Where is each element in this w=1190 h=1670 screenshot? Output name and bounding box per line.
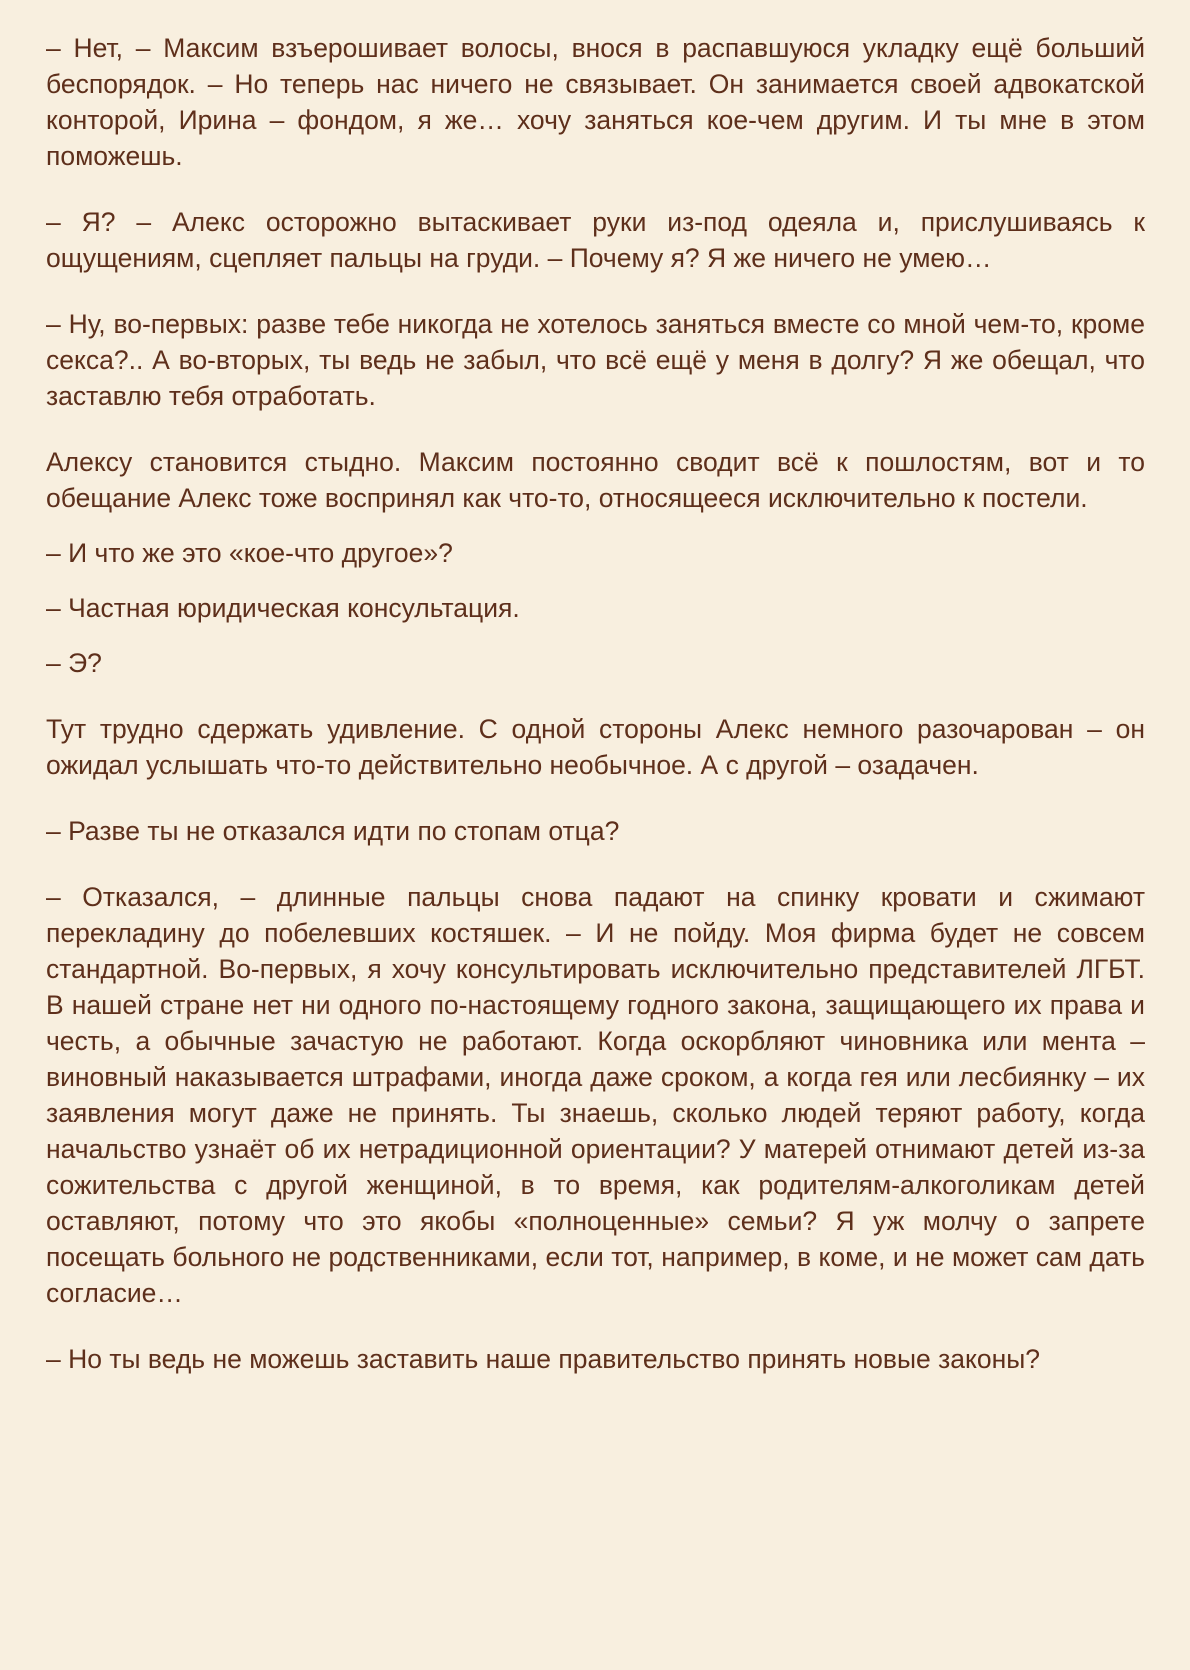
- paragraph-6: – Частная юридическая консультация.: [46, 593, 520, 623]
- paragraph-3: – Ну, во-первых: разве тебе никогда не хотелось заняться вместе со мной чем-то, кроме секса?.. А во-вторых, ты ведь не забыл, что всё ещё у меня в долгу? Я же обещал, что заставлю тебя отработать.: [46, 309, 1145, 411]
- paragraph-2: – Я? – Алекс осторожно вытаскивает руки из-под одеяла и, прислушиваясь к ощущениям, сцепляет пальцы на груди. – Почему я? Я же ничего не умею…: [46, 207, 1145, 273]
- paragraph-11: – Но ты ведь не можешь заставить наше правительство принять новые законы?: [46, 1344, 1041, 1374]
- paragraph-1: – Нет, – Максим взъерошивает волосы, внося в распавшуюся укладку ещё больший беспорядок. – Но теперь нас ничего не связывает. Он занимается своей адвокатской конторой, Ирина – фондом, я же… хочу заняться кое-чем другим. И ты мне в этом поможешь.: [46, 33, 1145, 171]
- paragraph-10: – Отказался, – длинные пальцы снова падают на спинку кровати и сжимают перекладину до побелевших костяшек. – И не пойду. Моя фирма будет не совсем стандартной. Во-первых, я хочу консультировать исключительно представителей ЛГБТ. В нашей стране нет ни одного по-настоящему годного закона, защищающего их права и честь, а обычные зачастую не работают. Когда оскорбляют чиновника или мента – виновный наказывается штрафами, иногда даже сроком, а когда гея или лесбиянку – их заявления могут даже не принять. Ты знаешь, сколько людей теряют работу, когда начальство узнаёт об их нетрадиционной ориентации? У матерей отнимают детей из-за сожительства с другой женщиной, в то время, как родителям-алкоголикам детей оставляют, потому что это якобы «полноценные» семьи? Я уж молчу о запрете посещать больного не родственниками, если тот, например, в коме, и не может сам дать согласие…: [46, 882, 1145, 1308]
- paragraph-5: – И что же это «кое-что другое»?: [46, 538, 453, 568]
- paragraph-8: Тут трудно сдержать удивление. С одной стороны Алекс немного разочарован – он ожидал услышать что-то действительно необычное. А с другой – озадачен.: [46, 714, 1145, 780]
- paragraph-9: – Разве ты не отказался идти по стопам отца?: [46, 816, 620, 846]
- paragraph-4: Алексу становится стыдно. Максим постоянно сводит всё к пошлостям, вот и то обещание Алекс тоже воспринял как что-то, относящееся исключительно к постели.: [46, 447, 1145, 513]
- paragraph-7: – Э?: [46, 648, 102, 678]
